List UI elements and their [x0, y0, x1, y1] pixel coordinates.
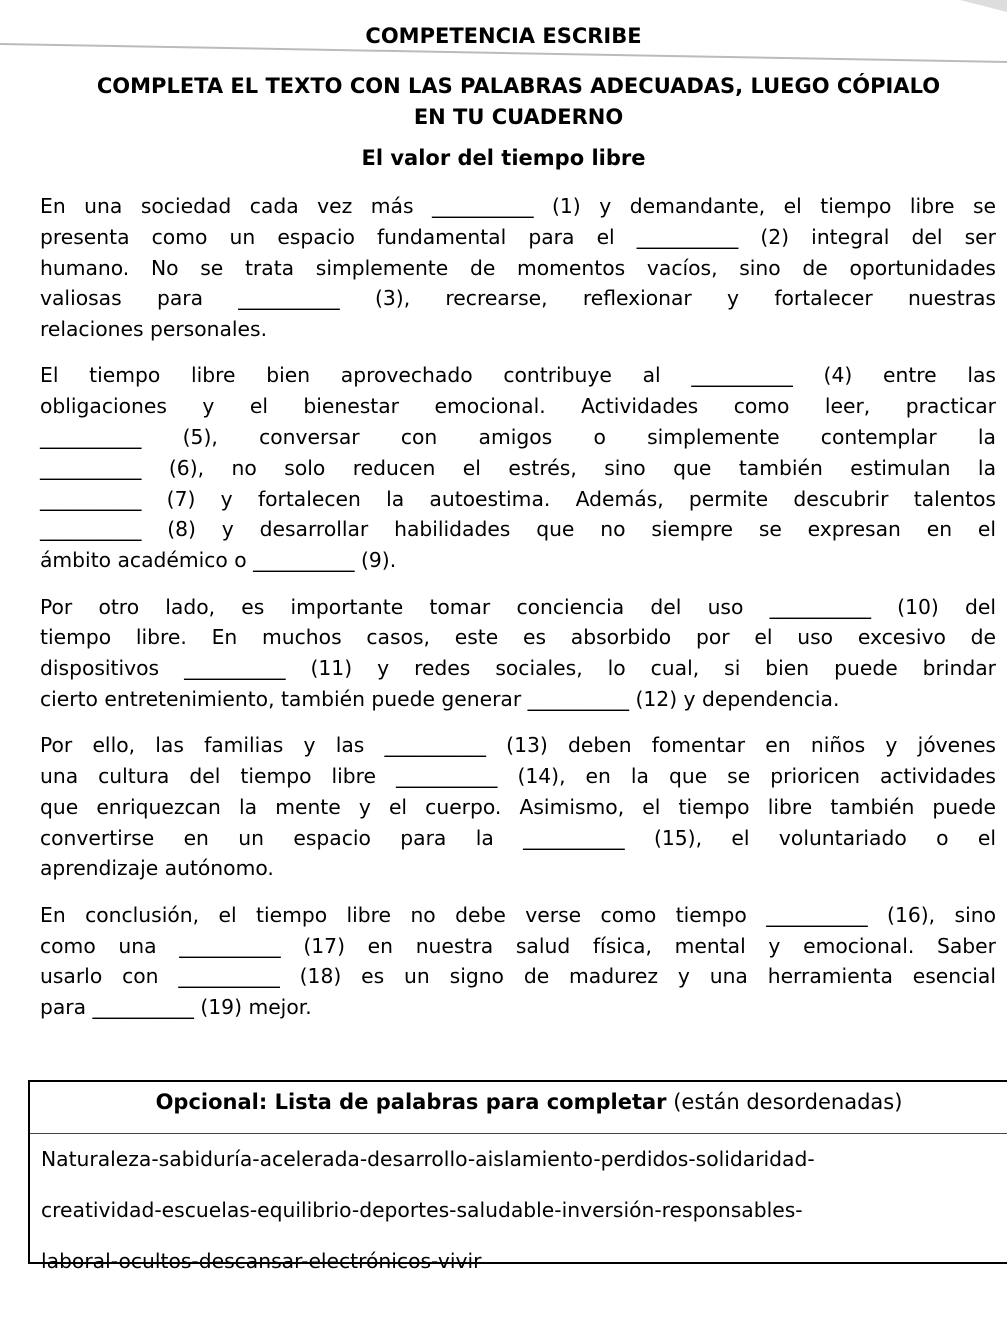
paragraph [40, 730, 996, 884]
paragraph-line: presenta como un espacio fundamental para el __________ (2) integral del ser [40, 224, 996, 249]
word-list-line: laboral-ocultos-descansar-electrónicos-vivir [41, 1249, 482, 1273]
paragraph [40, 900, 996, 1023]
instruction-line-2: EN TU CUADERNO [413, 105, 624, 129]
paragraph-line: dispositivos __________ (11) y redes sociales, lo cual, si bien puede brindar [40, 656, 996, 681]
paragraph-line: tiempo libre. En muchos casos, este es absorbido por el uso excesivo de [40, 625, 996, 650]
paragraph-line: valiosas para __________ (3), recrearse, reflexionar y fortalecer nuestras [40, 286, 996, 311]
paragraph-line: cierto entretenimiento, también puede generar __________ (12) y dependencia. [40, 686, 840, 711]
paragraph-line: usarlo con __________ (18) es un signo de madurez y una herramienta esencial [40, 964, 996, 989]
paragraph-line: Por otro lado, es importante tomar conciencia del uso __________ (10) del [40, 594, 996, 619]
paragraph-line: __________ (5), conversar con amigos o simplemente contemplar la [40, 425, 996, 450]
word-list-note: (están desordenadas) [666, 1090, 903, 1114]
paragraph-line: para __________ (19) mejor. [40, 995, 312, 1020]
paragraph-line: aprendizaje autónomo. [40, 856, 274, 881]
paragraph-line: obligaciones y el bienestar emocional. Actividades como leer, practicar [40, 394, 996, 419]
competence-heading: COMPETENCIA ESCRIBE [365, 24, 642, 48]
word-list-line: Naturaleza-sabiduría-acelerada-desarrollo-aislamiento-perdidos-solidaridad- [41, 1147, 815, 1171]
instruction-line-1: COMPLETA EL TEXTO CON LAS PALABRAS ADECUADAS, LUEGO CÓPIALO [96, 74, 941, 98]
paragraph-line: __________ (6), no solo reducen el estrés, sino que también estimulan la [40, 455, 996, 480]
word-list-line: creatividad-escuelas-equilibrio-deportes-saludable-inversión-responsables- [41, 1198, 803, 1222]
text-title: El valor del tiempo libre [361, 146, 646, 170]
word-list-header [30, 1082, 1007, 1134]
paragraph [40, 592, 996, 715]
paragraph [40, 191, 996, 345]
paragraph-line: __________ (7) y fortalecen la autoestima. Además, permite descubrir talentos [40, 486, 996, 511]
paragraph-line: que enriquezcan la mente y el cuerpo. Asimismo, el tiempo libre también puede [40, 794, 996, 819]
paragraph-line: En una sociedad cada vez más __________ (1) y demandante, el tiempo libre se [40, 194, 996, 218]
fill-in-text-body [40, 191, 996, 1038]
paragraph-line: El tiempo libre bien aprovechado contribuye al __________ (4) entre las [40, 363, 996, 388]
instruction-heading [30, 71, 1007, 133]
paragraph-line: una cultura del tiempo libre __________ (14), en la que se prioricen actividades [40, 764, 996, 789]
paragraph-line: ámbito académico o __________ (9). [40, 548, 397, 573]
paragraph-line: En conclusión, el tiempo libre no debe verse como tiempo __________ (16), sino [40, 902, 996, 927]
word-list-title: Opcional: Lista de palabras para completar [155, 1090, 667, 1114]
paragraph-line: como una __________ (17) en nuestra salud física, mental y emocional. Saber [40, 933, 996, 958]
paragraph-line: humano. No se trata simplemente de momentos vacíos, sino de oportunidades [40, 255, 996, 280]
paragraph [40, 360, 996, 576]
paragraph-line: convertirse en un espacio para la __________ (15), el voluntariado o el [40, 825, 996, 850]
paragraph-line: relaciones personales. [40, 317, 268, 342]
paragraph-line: Por ello, las familias y las __________ (13) deben fomentar en niños y jóvenes [40, 733, 996, 758]
paragraph-line: __________ (8) y desarrollar habilidades que no siempre se expresan en el [40, 517, 996, 542]
word-list [30, 1134, 1007, 1287]
word-list-box [28, 1080, 1007, 1273]
